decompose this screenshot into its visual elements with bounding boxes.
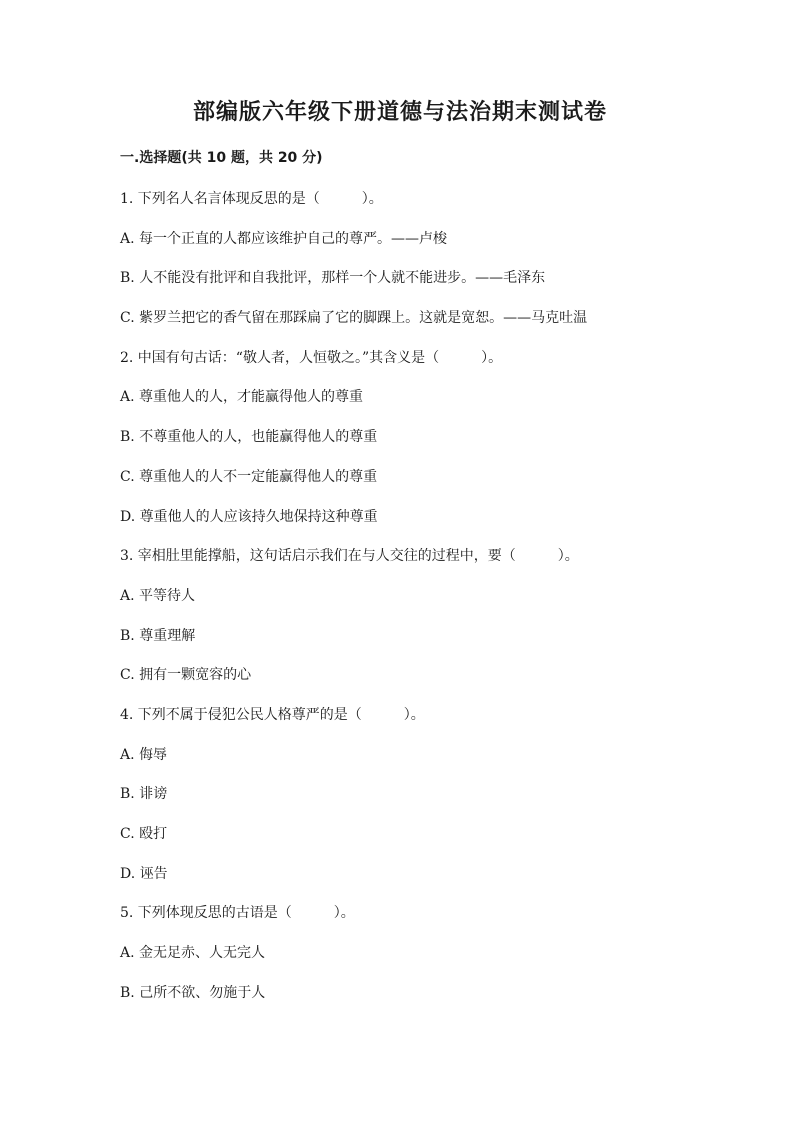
section-heading: 一.选择题(共 10 题，共 20 分) [120, 150, 323, 166]
question-2-stem: 2. 中国有句古话：“敬人者，人恒敬之。”其含义是（ ）。 [120, 349, 503, 366]
question-5-option-b: B. 己所不欲、勿施于人 [120, 984, 266, 1001]
question-4-option-b: B. 诽谤 [120, 786, 168, 803]
question-3-option-a: A. 平等待人 [120, 587, 196, 604]
page-title: 部编版六年级下册道德与法治期末测试卷 [192, 100, 607, 125]
question-2-option-d: D. 尊重他人的人应该持久地保持这种尊重 [120, 508, 378, 525]
question-3-option-b: B. 尊重理解 [120, 627, 196, 644]
question-3-option-c: C. 拥有一颗宽容的心 [120, 667, 252, 684]
question-2-option-b: B. 不尊重他人的人，也能赢得他人的尊重 [120, 429, 378, 446]
question-1-option-a: A. 每一个正直的人都应该维护自己的尊严。——卢梭 [120, 230, 448, 247]
question-4-stem: 4. 下列不属于侵犯公民人格尊严的是（ ）。 [120, 706, 425, 723]
question-2-option-a: A. 尊重他人的人，才能赢得他人的尊重 [120, 389, 364, 406]
question-2-option-c: C. 尊重他人的人不一定能赢得他人的尊重 [120, 468, 378, 485]
question-4-option-a: A. 侮辱 [120, 746, 168, 763]
question-4-option-c: C. 殴打 [120, 826, 168, 842]
question-5-stem: 5. 下列体现反思的古语是（ ）。 [120, 905, 355, 922]
question-1-option-b: B. 人不能没有批评和自我批评，那样一个人就不能进步。——毛泽东 [120, 270, 546, 287]
question-3-stem: 3. 宰相肚里能撑船，这句话启示我们在与人交往的过程中，要（ ）。 [120, 548, 579, 565]
question-1-option-c: C. 紫罗兰把它的香气留在那踩扁了它的脚踝上。这就是宽恕。——马克吐温 [120, 310, 588, 327]
question-1-stem: 1. 下列名人名言体现反思的是（ ）。 [120, 191, 383, 207]
question-4-option-d: D. 诬告 [120, 865, 168, 882]
question-list [120, 188, 740, 1021]
question-5-option-a: A. 金无足赤、人无完人 [120, 945, 266, 962]
